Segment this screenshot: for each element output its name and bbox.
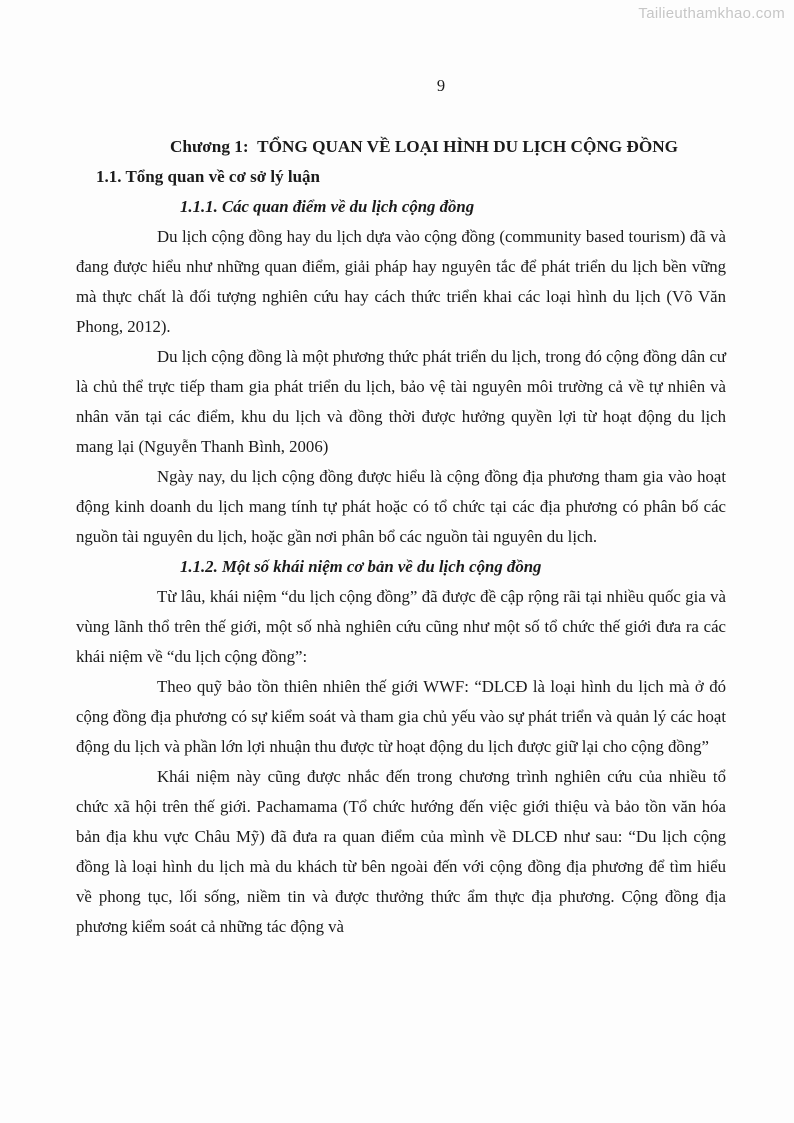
paragraph-tu-lau-khai-niem: Từ lâu, khái niệm “du lịch cộng đồng” đã được đề cập rộng rãi tại nhiều quốc gia và vùng lãnh thổ trên thế giới, một số nhà nghiên cứu cũng như một số tổ chức thế giới đưa ra các khái niệm về “du lịch cộng đồng”: (76, 587, 726, 666)
paragraph-pachamama: Khái niệm này cũng được nhắc đến trong chương trình nghiên cứu của nhiều tổ chức xã hội trên thế giới. Pachamama (Tổ chức hướng đến việc giới thiệu và bảo tồn văn hóa bản địa khu vực Châu Mỹ) đã đưa ra quan điểm của mình về DLCĐ như sau: “Du lịch cộng đồng là loại hình du lịch mà du khách từ bên ngoài đến với cộng đồng địa phương để tìm hiểu về phong tục, lối sống, niềm tin và được thưởng thức ẩm thực địa phương. Cộng đồng địa phương kiểm soát cả những tác động và (76, 767, 726, 936)
page-content (76, 132, 726, 942)
paragraph-phuong-thuc-phat-trien: Du lịch cộng đồng là một phương thức phát triển du lịch, trong đó cộng đồng dân cư là chủ thể trực tiếp tham gia phát triển du lịch, bảo vệ tài nguyên môi trường cả về tự nhiên và nhân văn tại các điểm, khu du lịch và đồng thời được hưởng quyền lợi từ hoạt động du lịch mang lại (Nguyễn Thanh Bình, 2006) (76, 347, 726, 456)
paragraph-community-based-tourism: Du lịch cộng đồng hay du lịch dựa vào cộng đồng (community based tourism) đã và đang được hiểu như những quan điểm, giải pháp hay nguyên tắc để phát triển du lịch bền vững mà thực chất là đối tượng nghiên cứu hay cách thức triển khai các loại hình du lịch (Võ Văn Phong, 2012). (76, 227, 726, 336)
section-heading-1-1: 1.1. Tổng quan về cơ sở lý luận (96, 167, 320, 186)
paragraph-wwf-dlcd: Theo quỹ bảo tồn thiên nhiên thế giới WWF: “DLCĐ là loại hình du lịch mà ở đó cộng đồng địa phương có sự kiểm soát và tham gia chủ yếu vào sự phát triển và quản lý các hoạt động du lịch và phần lớn lợi nhuận thu được từ hoạt động du lịch được giữ lại cho cộng đồng” (76, 677, 726, 756)
subsection-heading-1-1-2: 1.1.2. Một số khái niệm cơ bản về du lịch cộng đồng (180, 557, 542, 576)
page-number: 9 (436, 76, 446, 95)
chapter-title: Chương 1: TỔNG QUAN VỀ LOẠI HÌNH DU LỊCH CỘNG ĐỒNG (170, 137, 678, 156)
paragraph-ngay-nay: Ngày nay, du lịch cộng đồng được hiểu là cộng đồng địa phương tham gia vào hoạt động kinh doanh du lịch mang tính tự phát hoặc có tổ chức tại các địa phương có phân bố các nguồn tài nguyên du lịch, hoặc gần nơi phân bổ các nguồn tài nguyên du lịch. (76, 467, 726, 546)
site-watermark: Tailieuthamkhao.com (638, 5, 785, 22)
subsection-heading-1-1-1: 1.1.1. Các quan điểm về du lịch cộng đồng (180, 197, 475, 216)
